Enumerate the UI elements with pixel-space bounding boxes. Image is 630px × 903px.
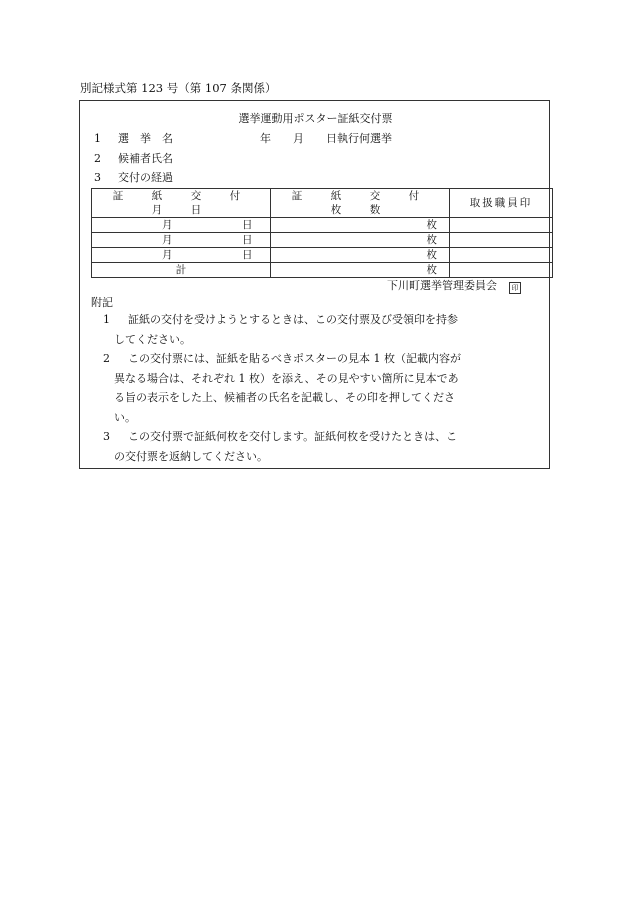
seal-cell xyxy=(450,233,553,248)
count-cell: 枚 xyxy=(271,233,450,248)
note-number: 2 xyxy=(103,352,110,365)
table-row xyxy=(92,218,553,233)
item-label: 交付の経過 xyxy=(118,171,173,184)
note-line: い。 xyxy=(114,410,136,424)
month-label: 月 xyxy=(162,234,173,246)
form-title: 選挙運動用ポスター証紙交付票 xyxy=(238,112,393,125)
item-issuance-history xyxy=(94,169,173,185)
note-number: 1 xyxy=(103,313,110,326)
note-2 xyxy=(103,349,538,427)
table-total-row xyxy=(92,263,553,278)
item-candidate-name xyxy=(94,150,173,166)
form-caption: 別記様式第 123 号（第 107 条関係） xyxy=(80,81,277,95)
total-label: 計 xyxy=(92,263,271,278)
note-line: してください。 xyxy=(114,332,191,346)
item-label: 候補者氏名 xyxy=(118,152,173,165)
item-label: 選 挙 名 xyxy=(118,132,173,145)
item-value: 年 月 日執行何選挙 xyxy=(227,132,392,145)
day-label: 日 xyxy=(242,234,253,246)
item-number: 1 xyxy=(94,132,101,145)
table-row xyxy=(92,248,553,263)
seal-cell xyxy=(450,263,553,278)
header-issue-count: 証 紙 交 付 枚 数 xyxy=(271,189,450,218)
committee-signature xyxy=(387,277,521,294)
day-label: 日 xyxy=(242,219,253,231)
note-line: この交付票には、証紙を貼るべきポスターの見本 1 枚（記載内容が xyxy=(128,352,461,365)
count-cell: 枚 xyxy=(271,218,450,233)
table-row xyxy=(92,233,553,248)
seal-cell xyxy=(450,218,553,233)
notes-heading: 附記 xyxy=(91,296,113,309)
header-staff-seal: 取扱職員印 xyxy=(450,189,553,218)
note-number: 3 xyxy=(103,430,110,443)
seal-icon: 印 xyxy=(509,282,521,294)
month-label: 月 xyxy=(162,249,173,261)
date-cell xyxy=(92,233,271,248)
item-number: 2 xyxy=(94,152,101,165)
note-line: 証紙の交付を受けようとするときは、この交付票及び受領印を持参 xyxy=(128,313,458,326)
table-header-row xyxy=(92,189,553,218)
item-number: 3 xyxy=(94,171,101,184)
committee-name: 下川町選挙管理委員会 xyxy=(387,279,497,292)
note-line: る旨の表示をした上、候補者の氏名を記載し、その印を押してくださ xyxy=(114,391,455,404)
note-line: の交付票を返納してください。 xyxy=(114,449,268,463)
note-line: 異なる場合は、それぞれ 1 枚）を添え、その見やすい箇所に見本であ xyxy=(114,371,459,385)
header-issue-date: 証 紙 交 付 月 日 xyxy=(92,189,271,218)
count-cell: 枚 xyxy=(271,248,450,263)
item-election-name xyxy=(94,130,392,146)
date-cell xyxy=(92,218,271,233)
month-label: 月 xyxy=(162,219,173,231)
date-cell xyxy=(92,248,271,263)
note-1 xyxy=(103,310,538,349)
day-label: 日 xyxy=(242,249,253,261)
form-frame xyxy=(79,100,550,469)
seal-cell xyxy=(450,248,553,263)
count-cell: 枚 xyxy=(271,263,450,278)
note-3 xyxy=(103,427,538,466)
note-line: この交付票で証紙何枚を交付します。証紙何枚を受けたときは、こ xyxy=(128,430,458,443)
issuance-table xyxy=(91,188,553,278)
